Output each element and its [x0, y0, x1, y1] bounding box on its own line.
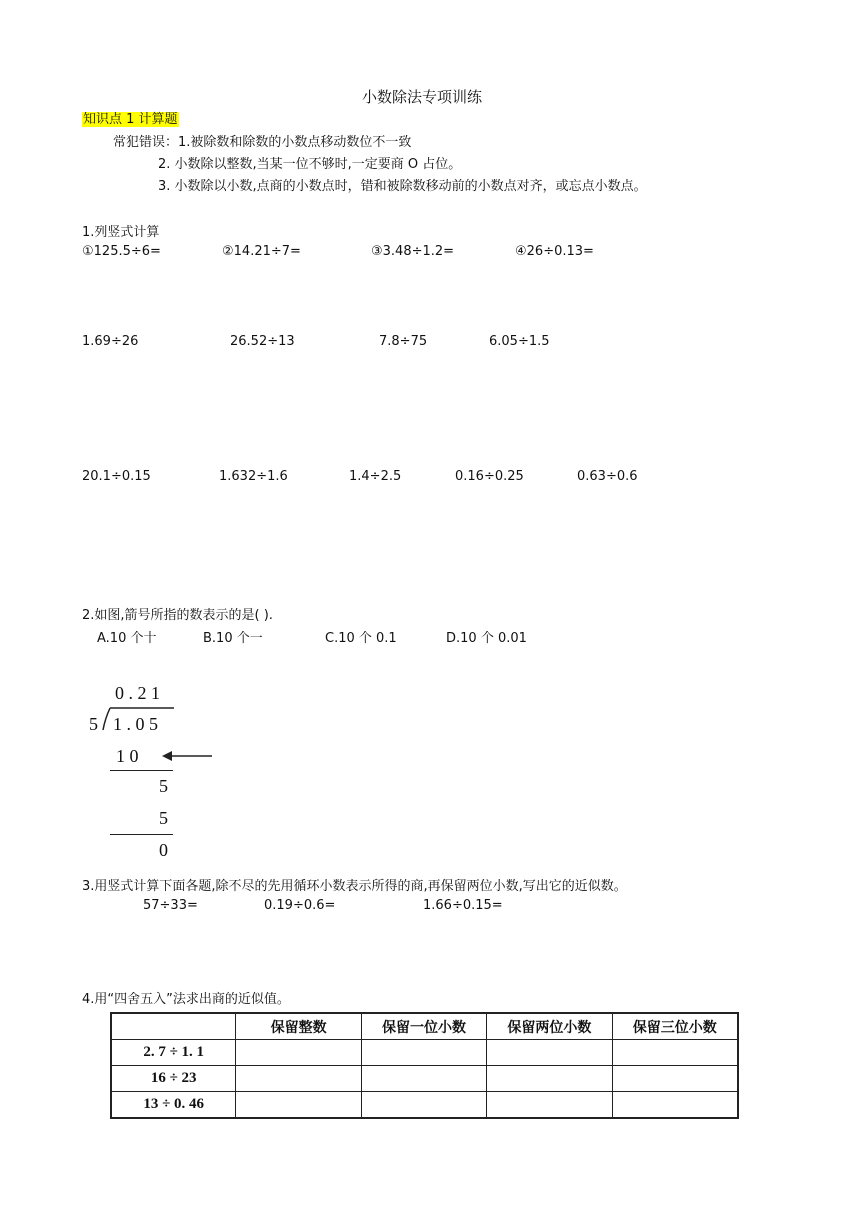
q1-problem: ②14.21÷7=: [222, 244, 301, 259]
row-label: 2. 7 ÷ 1. 1: [111, 1040, 236, 1066]
q1-problem: ③3.48÷1.2=: [371, 244, 455, 259]
q1-problem: 0.63÷0.6: [577, 469, 638, 484]
q1-problem: ①125.5÷6=: [82, 244, 161, 259]
table-header-cell: 保留两位小数: [487, 1013, 612, 1040]
division-divisor: 5: [89, 714, 98, 734]
page-title: 小数除法专项训练: [362, 88, 483, 106]
section-tag: [82, 108, 179, 127]
q1-heading: 1.列竖式计算: [82, 225, 160, 240]
q1-problem: 7.8÷75: [379, 334, 428, 349]
answer-cell[interactable]: [487, 1040, 612, 1066]
table-header-cell: 保留三位小数: [612, 1013, 738, 1040]
rounding-table: [110, 1012, 739, 1119]
q3-problem: 1.66÷0.15=: [423, 898, 503, 913]
table-header-cell: 保留一位小数: [361, 1013, 486, 1040]
q4-heading: 4.用“四舍五入”法求出商的近似值。: [82, 992, 290, 1007]
division-quotient: 0 . 2 1: [115, 683, 160, 703]
answer-cell[interactable]: [612, 1040, 738, 1066]
q3-problem: 0.19÷0.6=: [264, 898, 336, 913]
q1-problem: 20.1÷0.15: [82, 469, 151, 484]
division-dividend: 1 . 0 5: [113, 714, 158, 734]
q1-problem: 1.4÷2.5: [349, 469, 402, 484]
q2-option-c: C.10 个 0.1: [325, 631, 397, 646]
q1-problem: 6.05÷1.5: [489, 334, 550, 349]
division-remainder: 0: [159, 840, 168, 860]
division-rule: [110, 770, 173, 771]
table-header-row: [111, 1013, 738, 1040]
q1-problem: 1.69÷26: [82, 334, 139, 349]
answer-cell[interactable]: [361, 1092, 486, 1119]
q1-problem: 26.52÷13: [230, 334, 295, 349]
q2-option-b: B.10 个一: [203, 631, 263, 646]
arrow-left-icon: [160, 749, 216, 765]
answer-cell[interactable]: [612, 1092, 738, 1119]
answer-cell[interactable]: [236, 1092, 361, 1119]
division-step-3: 5: [159, 808, 168, 828]
q2-option-d: D.10 个 0.01: [446, 631, 527, 646]
answer-cell[interactable]: [612, 1066, 738, 1092]
q3-problem: 57÷33=: [143, 898, 198, 913]
table-row: [111, 1040, 738, 1066]
q1-problem: 0.16÷0.25: [455, 469, 524, 484]
row-label: 16 ÷ 23: [111, 1066, 236, 1092]
q1-problem: 1.632÷1.6: [219, 469, 288, 484]
division-rule: [110, 834, 173, 835]
section-tag-text: 知识点 1 计算题: [83, 112, 178, 127]
row-label: 13 ÷ 0. 46: [111, 1092, 236, 1119]
table-header-cell: 保留整数: [236, 1013, 361, 1040]
answer-cell[interactable]: [487, 1066, 612, 1092]
q2-option-a: A.10 个十: [97, 631, 157, 646]
answer-cell[interactable]: [236, 1066, 361, 1092]
errors-line-1: [113, 131, 411, 150]
errors-heading: 常犯错误：: [113, 135, 179, 150]
q1-problem: ④26÷0.13=: [515, 244, 594, 259]
answer-cell[interactable]: [361, 1040, 486, 1066]
q3-heading: 3.用竖式计算下面各题,除不尽的先用循环小数表示所得的商,再保留两位小数,写出它的近似数。: [82, 879, 627, 894]
answer-cell[interactable]: [361, 1066, 486, 1092]
table-header-cell: [111, 1013, 236, 1040]
answer-cell[interactable]: [487, 1092, 612, 1119]
q2-heading: 2.如图,箭号所指的数表示的是( ).: [82, 608, 273, 623]
table-row: [111, 1066, 738, 1092]
table-row: [111, 1092, 738, 1119]
error-item-1: 1.被除数和除数的小数点移动数位不一致: [178, 135, 412, 150]
division-step-1: 1 0: [116, 746, 139, 766]
error-item-2: 2. 小数除以整数,当某一位不够时,一定要商 O 占位。: [158, 157, 462, 172]
answer-cell[interactable]: [236, 1040, 361, 1066]
division-step-2: 5: [159, 776, 168, 796]
error-item-3: 3. 小数除以小数,点商的小数点时，错和被除数移动前的小数点对齐，或忘点小数点。: [158, 179, 647, 194]
